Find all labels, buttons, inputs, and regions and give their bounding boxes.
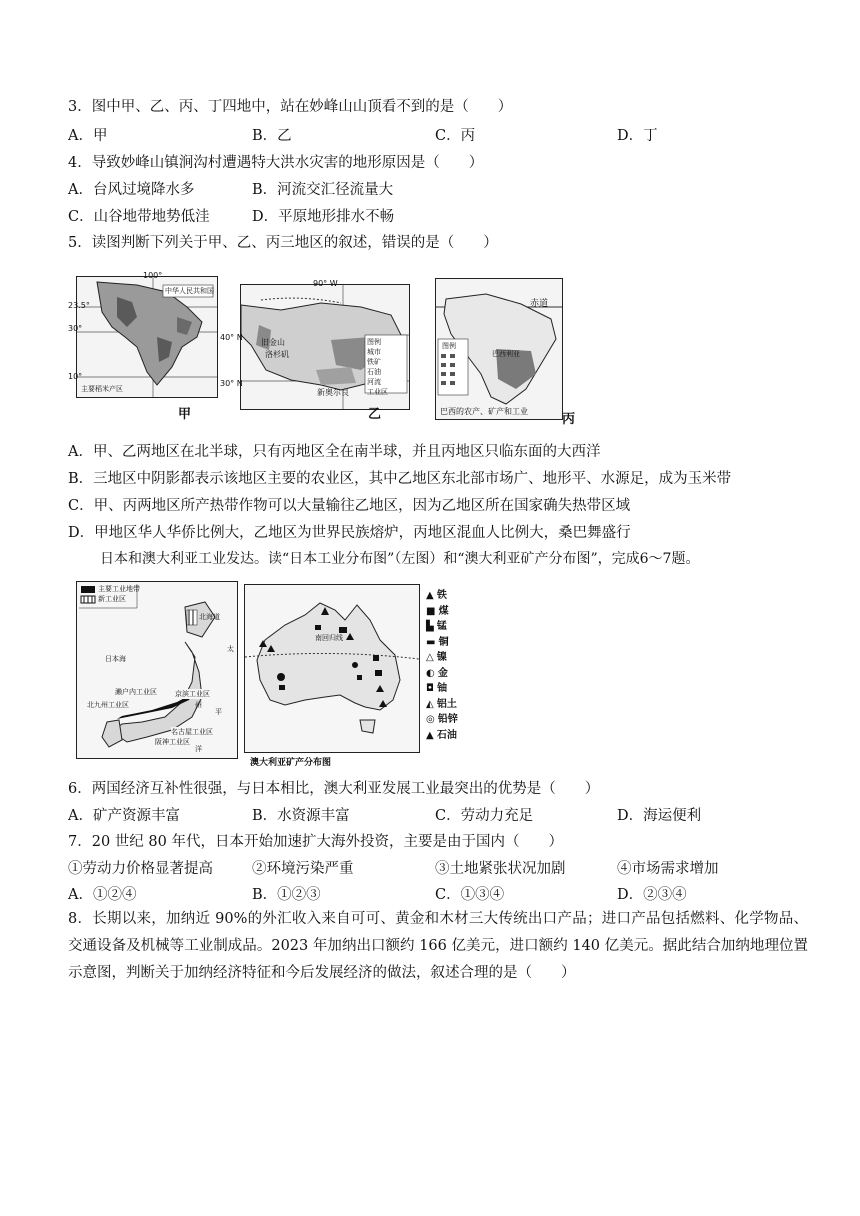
q7-option-d: D．②③④ <box>617 887 687 903</box>
map-yi <box>240 284 410 410</box>
map-bing <box>435 278 563 420</box>
yi-lat30: 30° N <box>220 379 243 388</box>
q4-option-b: B．河流交汇径流量大 <box>252 182 394 198</box>
q3-option-a: A．甲 <box>68 128 108 144</box>
japan-label: 京滨工业区 <box>175 690 210 698</box>
jia-lon: 100° <box>143 271 163 280</box>
q3-option-c: C．丙 <box>435 128 476 144</box>
q7-item-1: ①劳动力价格显著提高 <box>68 861 213 877</box>
q7-stem: 7．20 世纪 80 年代，日本开始加速扩大海外投资，主要是由于国内（ ） <box>68 834 563 850</box>
q6-option-a: A．矿产资源丰富 <box>68 808 180 824</box>
jia-label: 甲 <box>178 407 192 422</box>
q7-option-a: A．①②④ <box>68 887 137 903</box>
intro-6-7: 日本和澳大利亚工业发达。读“日本工业分布图”（左图）和“澳大利亚矿产分布图”，完成6～7题。 <box>100 551 700 567</box>
yi-legend-item: 石油 <box>367 368 381 376</box>
q8-text: 8．长期以来，加纳近 90%的外汇收入来自可可、黄金和木材三大传统出口产品；进口产品包括燃料、化学物品、交通设备及机械等工业制成品。2023 年加纳出口额约 166 亿美元，进口额约 140 亿美元。据此结合加纳地理位置示意图，判断关于加纳经济特征和今后发展经济的做法，叙述合理的是（ ） <box>68 911 808 981</box>
q7-item-3: ③土地紧张状况加剧 <box>435 861 566 877</box>
legend-leadzinc: ◎ 铅锌 <box>426 714 458 725</box>
japan-legend-main: 主要工业地带 <box>98 585 140 593</box>
q5-option-b: B．三地区中阴影都表示该地区主要的农业区，其中乙地区东北部市场广、地形平、水源足，成为玉米带 <box>68 471 732 487</box>
q6-stem: 6．两国经济互补性很强，与日本相比，澳大利亚发展工业最突出的优势是（ ） <box>68 781 600 797</box>
aus-tropic-label: 南回归线 <box>315 634 343 642</box>
yi-sf-label: 旧金山 <box>261 338 285 347</box>
japan-label: 北九州工业区 <box>87 701 129 709</box>
japan-label: 太 <box>227 645 234 653</box>
japan-label: 日本海 <box>105 655 126 663</box>
yi-legend-title: 图例 <box>367 338 381 346</box>
legend-copper: ▬ 铜 <box>426 636 449 648</box>
yi-legend-item: 河流 <box>367 378 381 386</box>
jia-lat-low: 10° <box>68 372 83 381</box>
q6-option-d: D．海运便利 <box>617 808 702 824</box>
jia-china-label: 中华人民共和国 <box>165 287 214 295</box>
yi-la-label: 洛杉矶 <box>265 350 289 359</box>
bing-city-label: 巴西利亚 <box>492 350 520 358</box>
q5-option-c: C．甲、丙两地区所产热带作物可以大量输往乙地区，因为乙地区所在国家确失热带区域 <box>68 498 631 514</box>
yi-legend-item: 铁矿 <box>367 358 381 366</box>
japan-label: 洋 <box>195 745 202 753</box>
legend-bauxite: ◭ 铝土 <box>426 698 457 710</box>
japan-label: 平 <box>215 708 222 716</box>
q4-option-c: C．山谷地带地势低洼 <box>68 209 210 225</box>
q5-stem: 5．读图判断下列关于甲、乙、丙三地区的叙述，错误的是（ ） <box>68 235 498 251</box>
q5-option-d: D．甲地区华人华侨比例大，乙地区为世界民族熔炉，丙地区混血人比例大，桑巴舞盛行 <box>68 525 631 541</box>
q7-item-2: ②环境污染严重 <box>252 861 354 877</box>
jia-lat-mid: 30° <box>68 324 83 333</box>
jia-legend-label: 主要稻米产区 <box>81 385 123 393</box>
bing-title: 巴西的农产、矿产和工业 <box>440 407 528 416</box>
map-australia <box>244 584 420 753</box>
aus-map-title: 澳大利亚矿产分布图 <box>250 758 332 768</box>
japan-label: 阪神工业区 <box>155 738 190 746</box>
japan-label: 北海道 <box>199 613 220 621</box>
legend-nickel: △ 镍 <box>426 652 447 663</box>
map-japan <box>76 581 238 759</box>
q4-option-d: D．平原地形排水不畅 <box>252 209 395 225</box>
map-jia <box>76 276 218 398</box>
q3-option-d: D．丁 <box>617 128 658 144</box>
bing-legend-title: 图例 <box>442 342 456 350</box>
yi-lon: 90° W <box>313 279 338 288</box>
yi-legend <box>367 337 388 397</box>
legend-uranium: ◘ 铀 <box>426 683 448 694</box>
japan-legend-new: 新工业区 <box>98 595 126 603</box>
legend-gold: ◐ 金 <box>426 667 448 679</box>
legend-oil: ▲ 石油 <box>426 729 457 741</box>
japan-label: 州 <box>195 701 202 709</box>
bing-equator-label: 赤道 <box>530 299 549 309</box>
legend-manganese: ▙ 锰 <box>426 621 447 632</box>
yi-legend-item: 工业区 <box>367 388 388 396</box>
yi-lat40: 40° N <box>220 333 243 342</box>
q4-option-a: A．台风过境降水多 <box>68 182 195 198</box>
bing-label: 丙 <box>562 412 576 427</box>
jia-lat-top: 23.5° <box>68 301 90 310</box>
legend-iron: ▲ 铁 <box>426 590 447 601</box>
q7-option-b: B．①②③ <box>252 887 321 903</box>
q5-option-a: A．甲、乙两地区在北半球，只有丙地区全在南半球，并且丙地区只临东面的大西洋 <box>68 444 601 460</box>
q3-option-b: B．乙 <box>252 128 292 144</box>
yi-label: 乙 <box>368 407 382 422</box>
q7-option-c: C．①③④ <box>435 887 505 903</box>
yi-legend-item: 城市 <box>367 348 381 356</box>
aus-legend <box>426 588 458 743</box>
japan-label: 濑户内工业区 <box>115 688 157 696</box>
q6-option-b: B．水资源丰富 <box>252 808 350 824</box>
japan-label: 名古屋工业区 <box>171 728 213 736</box>
q6-option-c: C．劳动力充足 <box>435 808 534 824</box>
q7-item-4: ④市场需求增加 <box>617 861 719 877</box>
q3-stem: 3．图中甲、乙、丙、丁四地中，站在妙峰山山顶看不到的是（ ） <box>68 99 513 115</box>
yi-neworleans-label: 新奥尔良 <box>317 388 349 397</box>
q4-stem: 4．导致妙峰山镇涧沟村遭遇特大洪水灾害的地形原因是（ ） <box>68 155 484 171</box>
legend-coal: ■ 煤 <box>426 605 449 617</box>
